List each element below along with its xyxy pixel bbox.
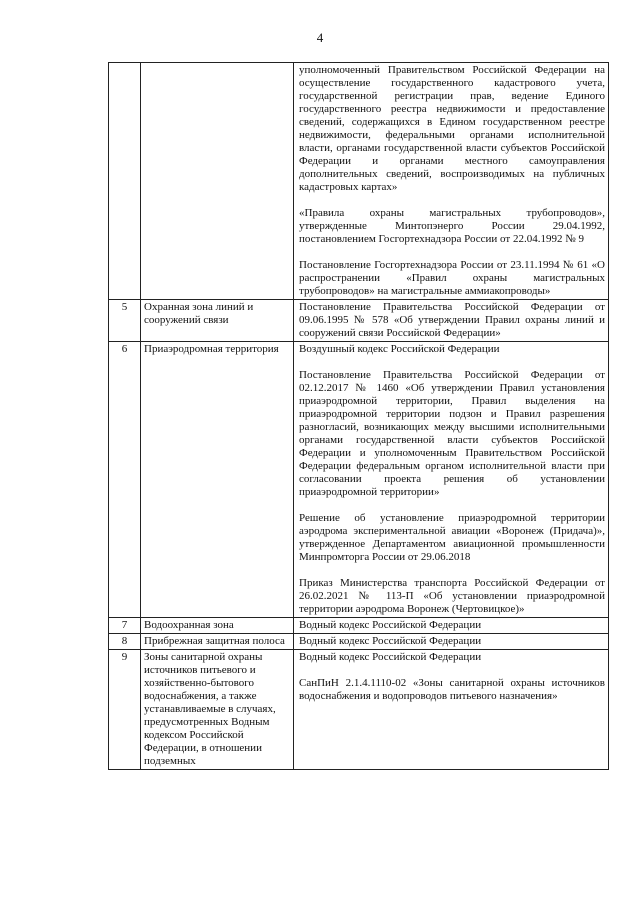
- legal-document: Воздушный кодекс Российской Федерации: [299, 343, 500, 355]
- legal-document: Водный кодекс Российской Федерации: [299, 619, 482, 631]
- row-number: 9: [109, 650, 141, 770]
- row-number: 5: [109, 300, 141, 342]
- legal-document: «Правила охраны магистральных трубопроводов», утвержденные Минтопэнерго России 29.04.1992, постановлением Госгортехнадзора России от 22.04.1992 № 9: [299, 207, 605, 245]
- regulations-table: [108, 62, 609, 770]
- legal-basis-cell: [294, 634, 609, 650]
- legal-basis-cell: [294, 618, 609, 634]
- legal-basis-cell: [294, 63, 609, 300]
- table-row: [109, 63, 609, 300]
- table-row: [109, 650, 609, 770]
- row-number: 7: [109, 618, 141, 634]
- row-number: 6: [109, 342, 141, 618]
- legal-document: Приказ Министерства транспорта Российской Федерации от 26.02.2021 № 113-П «Об установлении приаэродромной территории аэродрома Воронеж (Чертовицкое)»: [299, 577, 605, 615]
- legal-basis-cell: [294, 300, 609, 342]
- table-row: [109, 634, 609, 650]
- table-body: [109, 63, 609, 770]
- legal-basis-cell: [294, 650, 609, 770]
- legal-document: Постановление Правительства Российской Федерации от 02.12.2017 № 1460 «Об утверждении Правил установления приаэродромной территории, Правил выделения на приаэродромной территории подзон и Правил разрешения разногласий, возникающих между высшими исполнительными органами государственной власти субъектов Российской Федерации и уполномоченным Правительством Российской Федерации федеральным органом исполнительной власти при согласовании проекта решения об установлении приаэродромной территории»: [299, 369, 605, 498]
- table-row: [109, 342, 609, 618]
- row-number: [109, 63, 141, 300]
- legal-document: Постановление Госгортехнадзора России от 23.11.1994 № 61 «О распространении «Правил охраны магистральных трубопроводов» на магистральные аммиакопроводы»: [299, 259, 605, 297]
- page-number: 4: [316, 30, 324, 45]
- table-row: [109, 618, 609, 634]
- legal-document: Водный кодекс Российской Федерации: [299, 635, 482, 647]
- zone-name: Приаэродромная территория: [141, 342, 294, 618]
- legal-document: Решение об установление приаэродромной территории аэродрома экспериментальной авиации «Воронеж (Придача)», утвержденное Департаментом авиационной промышленности Минпромторга России от 29.06.2018: [299, 512, 605, 563]
- legal-document: Водный кодекс Российской Федерации: [299, 651, 482, 663]
- legal-basis-cell: [294, 342, 609, 618]
- legal-document: Постановление Правительства Российской Федерации от 09.06.1995 № 578 «Об утверждении Правил охраны линий и сооружений связи Российской Федерации»: [299, 301, 605, 339]
- legal-document: СанПиН 2.1.4.1110-02 «Зоны санитарной охраны источников водоснабжения и водопроводов питьевого назначения»: [299, 677, 605, 702]
- zone-name: Охранная зона линий и сооружений связи: [141, 300, 294, 342]
- row-number: 8: [109, 634, 141, 650]
- table-row: [109, 300, 609, 342]
- legal-document: уполномоченный Правительством Российской Федерации на осуществление государственного кадастрового учета, государственной регистрации прав, ведение Единого государственного реестра недвижимости и предоставление сведений, содержащихся в Едином государственном реестре недвижимости, федеральными органами исполнительной власти, органами государственной власти субъектов Российской Федерации и органами местного самоуправления дополнительных сведений, воспроизводимых на публичных кадастровых картах»: [299, 64, 605, 193]
- zone-name: Прибрежная защитная полоса: [141, 634, 294, 650]
- zone-name: [141, 63, 294, 300]
- zone-name: Водоохранная зона: [141, 618, 294, 634]
- zone-name: Зоны санитарной охраны источников питьевого и хозяйственно-бытового водоснабжения, а также устанавливаемые в случаях, предусмотренных Водным кодексом Российской Федерации, в отношении подземных: [141, 650, 294, 770]
